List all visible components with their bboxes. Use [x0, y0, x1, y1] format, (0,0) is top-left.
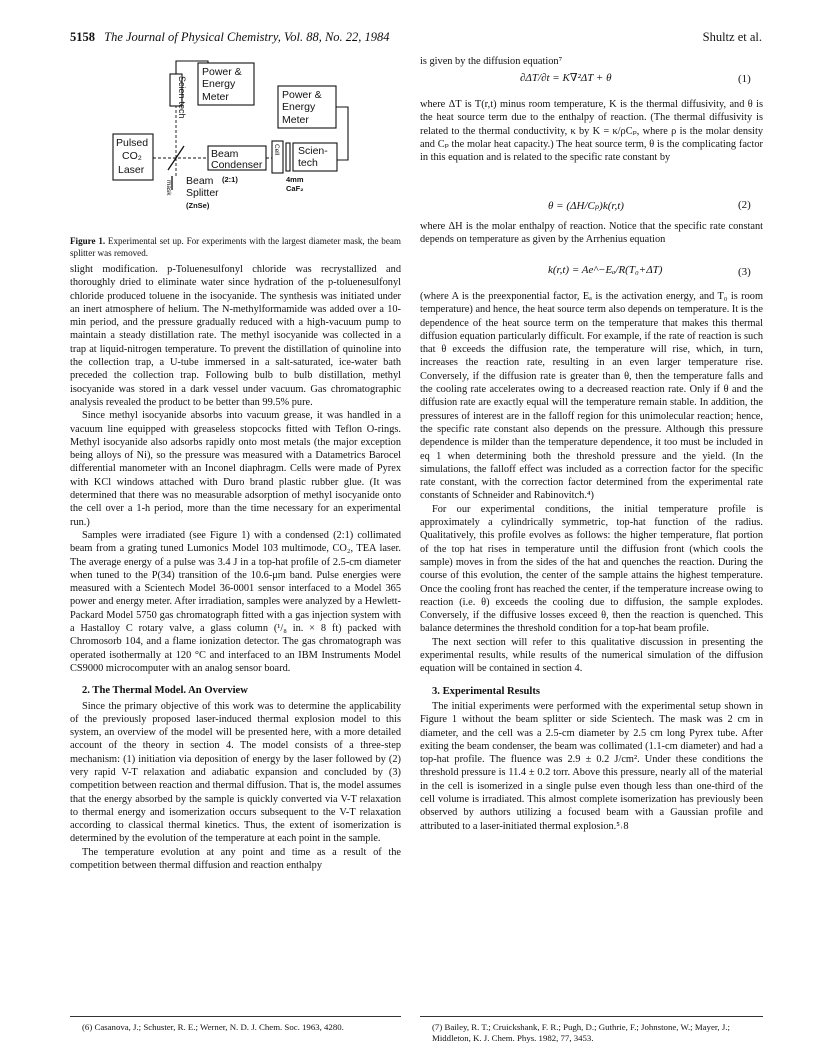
paragraph-temperature-evolution: The temperature evolution at any point and time as a result of the competition between thermal diffusion and reaction enthalpy	[70, 846, 401, 872]
paragraph-arrhenius: where ΔH is the molar enthalpy of reaction. Notice that the specific rate constant depends on temperature as given by the Arrhenius equation	[420, 221, 763, 246]
footnote-7: (7) Bailey, R. T.; Cruickshank, F. R.; Pugh, D.; Guthrie, F.; Johnstone, W.; Mayer, J.; Middleton, K. J. Chem. Phys. 1982, 77, 3453.	[432, 1022, 730, 1043]
meter2-line3: Meter	[282, 114, 309, 126]
laser-line2: CO₂	[122, 150, 142, 162]
equation-1-number: (1)	[738, 73, 751, 85]
right-column-block-2	[420, 220, 763, 247]
caf2-line1: 4mm	[286, 175, 304, 184]
equation-2-number: (2)	[738, 199, 751, 211]
right-column-block-3	[420, 290, 763, 833]
paragraph-next-section: The next section will refer to this qualitative discussion in presenting the experimental results, while results of the numerical simulation of the diffusion equation will be contained in section 4.	[420, 636, 763, 675]
ratio-label: (2:1)	[222, 175, 238, 184]
scientech2-line2: tech	[298, 157, 318, 169]
paragraph-experimental-conditions: For our experimental conditions, the initial temperature profile is approximately a cylindrically symmetric, top-hat function of the radius. Qualitatively, this profile evolves as follows: the higher temperature, flat portion of the top hat rises in temperature until the diffusion front (which cools the sample) moves in from the sides of the hat and quenches the reaction. During the course of this evolution, the center of the sample attains the highest temperature. Once the cooling front has reached the center, if the temperature increase owing to reaction (i.e. θ) exceeds the cooling due to diffusion, the sample explodes. Conversely, if the diffusive losses exceed θ, then the reaction is quenched. This balance determines the threshold condition for a top-hat beam profile.	[420, 503, 763, 635]
splitter-line2: Splitter	[186, 187, 219, 199]
paragraph-results: The initial experiments were performed with the experimental setup shown in Figure 1 without the beam splitter or side Scientech. The mask was 2 cm in diameter, and the cell was a 2.5-cm diameter by 2.5 cm long Pyrex tube. After exiting the beam condenser, the beam was collimated (1.1-cm diameter) and had a top-hat profile. The fluence was 2.9 ± 0.2 J/cm². Under these conditions the threshold pressure is 11.4 ± 0.2 torr. Above this pressure, nearly all of the material in the cell is isomerized in a single pulse even though less than one-third of the cell volume is irradiated. This almost complete isomerization has previously been observed by authors utilizing a focused beam with a Gaussian profile and attributed to a laser-initiated thermal explosion.⁵˒8	[420, 700, 763, 832]
running-header	[70, 30, 762, 46]
caption-label: Figure 1.	[70, 236, 106, 246]
meter2-line2: Energy	[282, 101, 316, 113]
header-left	[70, 30, 390, 45]
journal-citation: The Journal of Physical Chemistry, Vol. 88, No. 22, 1984	[104, 30, 390, 44]
equation-2: θ = (ΔH/Cₚ)k(r,t)	[548, 200, 624, 212]
caption-text: Experimental set up. For experiments with the largest diameter mask, the beam splitter was removed.	[70, 236, 401, 258]
scientech2-line1: Scien-	[298, 145, 328, 157]
scientech1-label: Scien-tech	[177, 76, 187, 119]
paragraph-irradiation: Samples were irradiated (see Figure 1) with a condensed (2:1) collimated beam from a grating tuned Lumonics Model 103 multimode, CO₂, TEA laser. The average energy of a pulse was 3.4 J in a top-hat profile of 2.5-cm diameter when tuned to the P(34) transition of the 10.6-μm band. Pulse energies were measured with a Scientech Model 36-0001 sensor interfaced to a Model 365 power and energy meter. After irradiation, samples were analyzed by a Hewlett-Packard Model 5750 gas chromatograph fitted with a gas injection system with a Hastalloy C rotary valve, a glass column (¹/₈ in. × 8 ft) packed with Chromosorb 104, and a flame ionization detector. The gas chromatograph was operated isothermally at 120 °C and interfaced to an IBM Instruments Model CS9000 microcomputer with an analog sensor board.	[70, 529, 401, 674]
laser-line1: Pulsed	[116, 137, 149, 149]
caf2-window	[286, 143, 290, 171]
footnote-6: (6) Casanova, J.; Schuster, R. E.; Werner, N. D. J. Chem. Soc. 1963, 4280.	[82, 1022, 344, 1032]
cable-2	[336, 107, 348, 160]
condenser-line2: Condenser	[211, 159, 263, 171]
equation-1: ∂ΔT/∂t = K∇²ΔT + θ	[520, 72, 612, 84]
paragraph-handling: Since methyl isocyanide absorbs into vacuum grease, it was handled in a vacuum line equipped with greaseless stopcocks fitted with Teflon O-rings. Methyl isocyanide also adsorbs rapidly onto most metals (the major exception being alloys of Ni), so the pressure was measured with a Datametrics Barocel differential manometer with an Inconel diaphragm. Cells were made of Pyrex with KCl windows attached with Duro brand plastic rubber glue. (It was determined that there was no measurable adsorption of methyl isocyanide onto the cell over a 1-h period, more than the time necessary for an experimental run.)	[70, 410, 401, 528]
right-footnote-rule	[420, 1016, 763, 1017]
meter1-line3: Meter	[202, 91, 229, 103]
left-column	[70, 263, 401, 872]
paragraph-heat-source: (where A is the preexponential factor, Eₐ is the activation energy, and T₀ is room temperature) and hence, the heat source term also depends on temperature. It is the dependence of the heat source term on the temperature that makes this thermal diffusion equation particularly difficult. For example, if the rate of reaction is such that θ exceeds the diffusion rate, the temperature will rise, which, in turn, increases the reaction rate, resulting in an even larger temperature rise. Conversely, if the diffusion rate is greater than θ, then the temperature falls and the cooling rate accelerates owing to a decreased reaction rate. Only if θ and the diffusion rate are exactly equal will the temperature remain stable. In addition, the pressures of interest are in the falloff region for this unimolecular reaction; hence, the specific rate constant also depends on the pressure. Although this pressure dependence is milder than the temperature dependence, it too must be included in eq 1 when determining both the threshold pressure and the yield. (In the simulations, the falloff effect was included as a correction factor for the specific rate constant, with the correction factor determined from the experimental rate constants of Schneider and Rabinovitch.⁴)	[420, 291, 763, 502]
paragraph-synthesis: slight modification. p-Toluenesulfonyl chloride was recrystallized and thoroughly dried to eliminate water since hydration of the p-toluenesulfonyl chloride produced toluene in the isocyanide. The synthesis was initiated under an inert atmosphere of helium. The N-methylformamide was added over a 10-min period, and the pressure gradually reduced with a high-vacuum pump to maintain a steady distillation rate. The methyl isocyanide was collected in a trap at liquid-nitrogen temperature. To prevent the distillation of quinoline into the collection trap, a U-tube immersed in a salt-saturated, ice-water bath preceded the collection trap. Following bulb to bulb distillation, methyl isocyanide was stored in a dark vessel under vacuum. Gas chromatographic analysis revealed the product to be better than 99.5% pure.	[70, 264, 401, 408]
paragraph-thermal-terms: where ΔT is T(r,t) minus room temperature, K is the thermal diffusivity, and θ is the heat source term due to the enthalpy of reaction. (The thermal diffusivity is related to the thermal conductivity, κ by K = κ/ρCₚ, where ρ is the molar density and Cₚ the molar heat capacity.) The heat source term, θ is the complicating factor in this equation and is related to the specific rate constant by	[420, 99, 763, 164]
header-authors: Shultz et al.	[702, 30, 762, 44]
right-column-block-1	[420, 98, 763, 164]
figure-1-setup-diagram	[110, 58, 360, 228]
meter1-line2: Energy	[202, 78, 236, 90]
section-3-heading: 3. Experimental Results	[432, 685, 540, 697]
diffusion-intro: is given by the diffusion equation⁷	[420, 56, 563, 67]
page-number: 5158	[70, 30, 95, 44]
figure-1-caption	[70, 236, 401, 259]
laser-line3: Laser	[118, 164, 145, 176]
equation-3: k(r,t) = Ae^−Eₐ/R(T₀+ΔT)	[548, 264, 663, 276]
znse-label: (ZnSe)	[186, 201, 210, 210]
equation-3-number: (3)	[738, 266, 751, 278]
section-2-heading: 2. The Thermal Model. An Overview	[82, 685, 248, 697]
right-column-intro	[420, 55, 763, 68]
mask-label: mask	[165, 180, 172, 196]
meter1-line1: Power &	[202, 66, 242, 78]
splitter-line1: Beam	[186, 175, 214, 187]
condenser-line1: Beam	[211, 148, 239, 160]
caf2-line2: CaF₂	[286, 184, 304, 193]
meter2-line1: Power &	[282, 89, 322, 101]
paragraph-model-overview: Since the primary objective of this work was to determine the applicability of the previously proposed laser-induced thermal explosion model to this system, an overview of the model will be presented here, with a more detailed account of the theory in section 4. The model consists of a three-step mechanism: (1) initiation via deposition of energy by the laser followed by (2) very rapid V-T relaxation and adiabatic expansion and concluded by (3) competition between reaction and thermal diffusion. That is, the model assumes that the energy absorbed by the sample is quickly converted via V-T relaxation to thermal energy and isomerization occurs subsequent to the V-T relaxation according to classical thermal kinetics. Thus, the extent of isomerization is determined by the evolution of the temperature at each point in the sample.	[70, 700, 401, 845]
cell-label: Cell	[273, 144, 280, 156]
left-footnote-rule	[70, 1016, 401, 1017]
